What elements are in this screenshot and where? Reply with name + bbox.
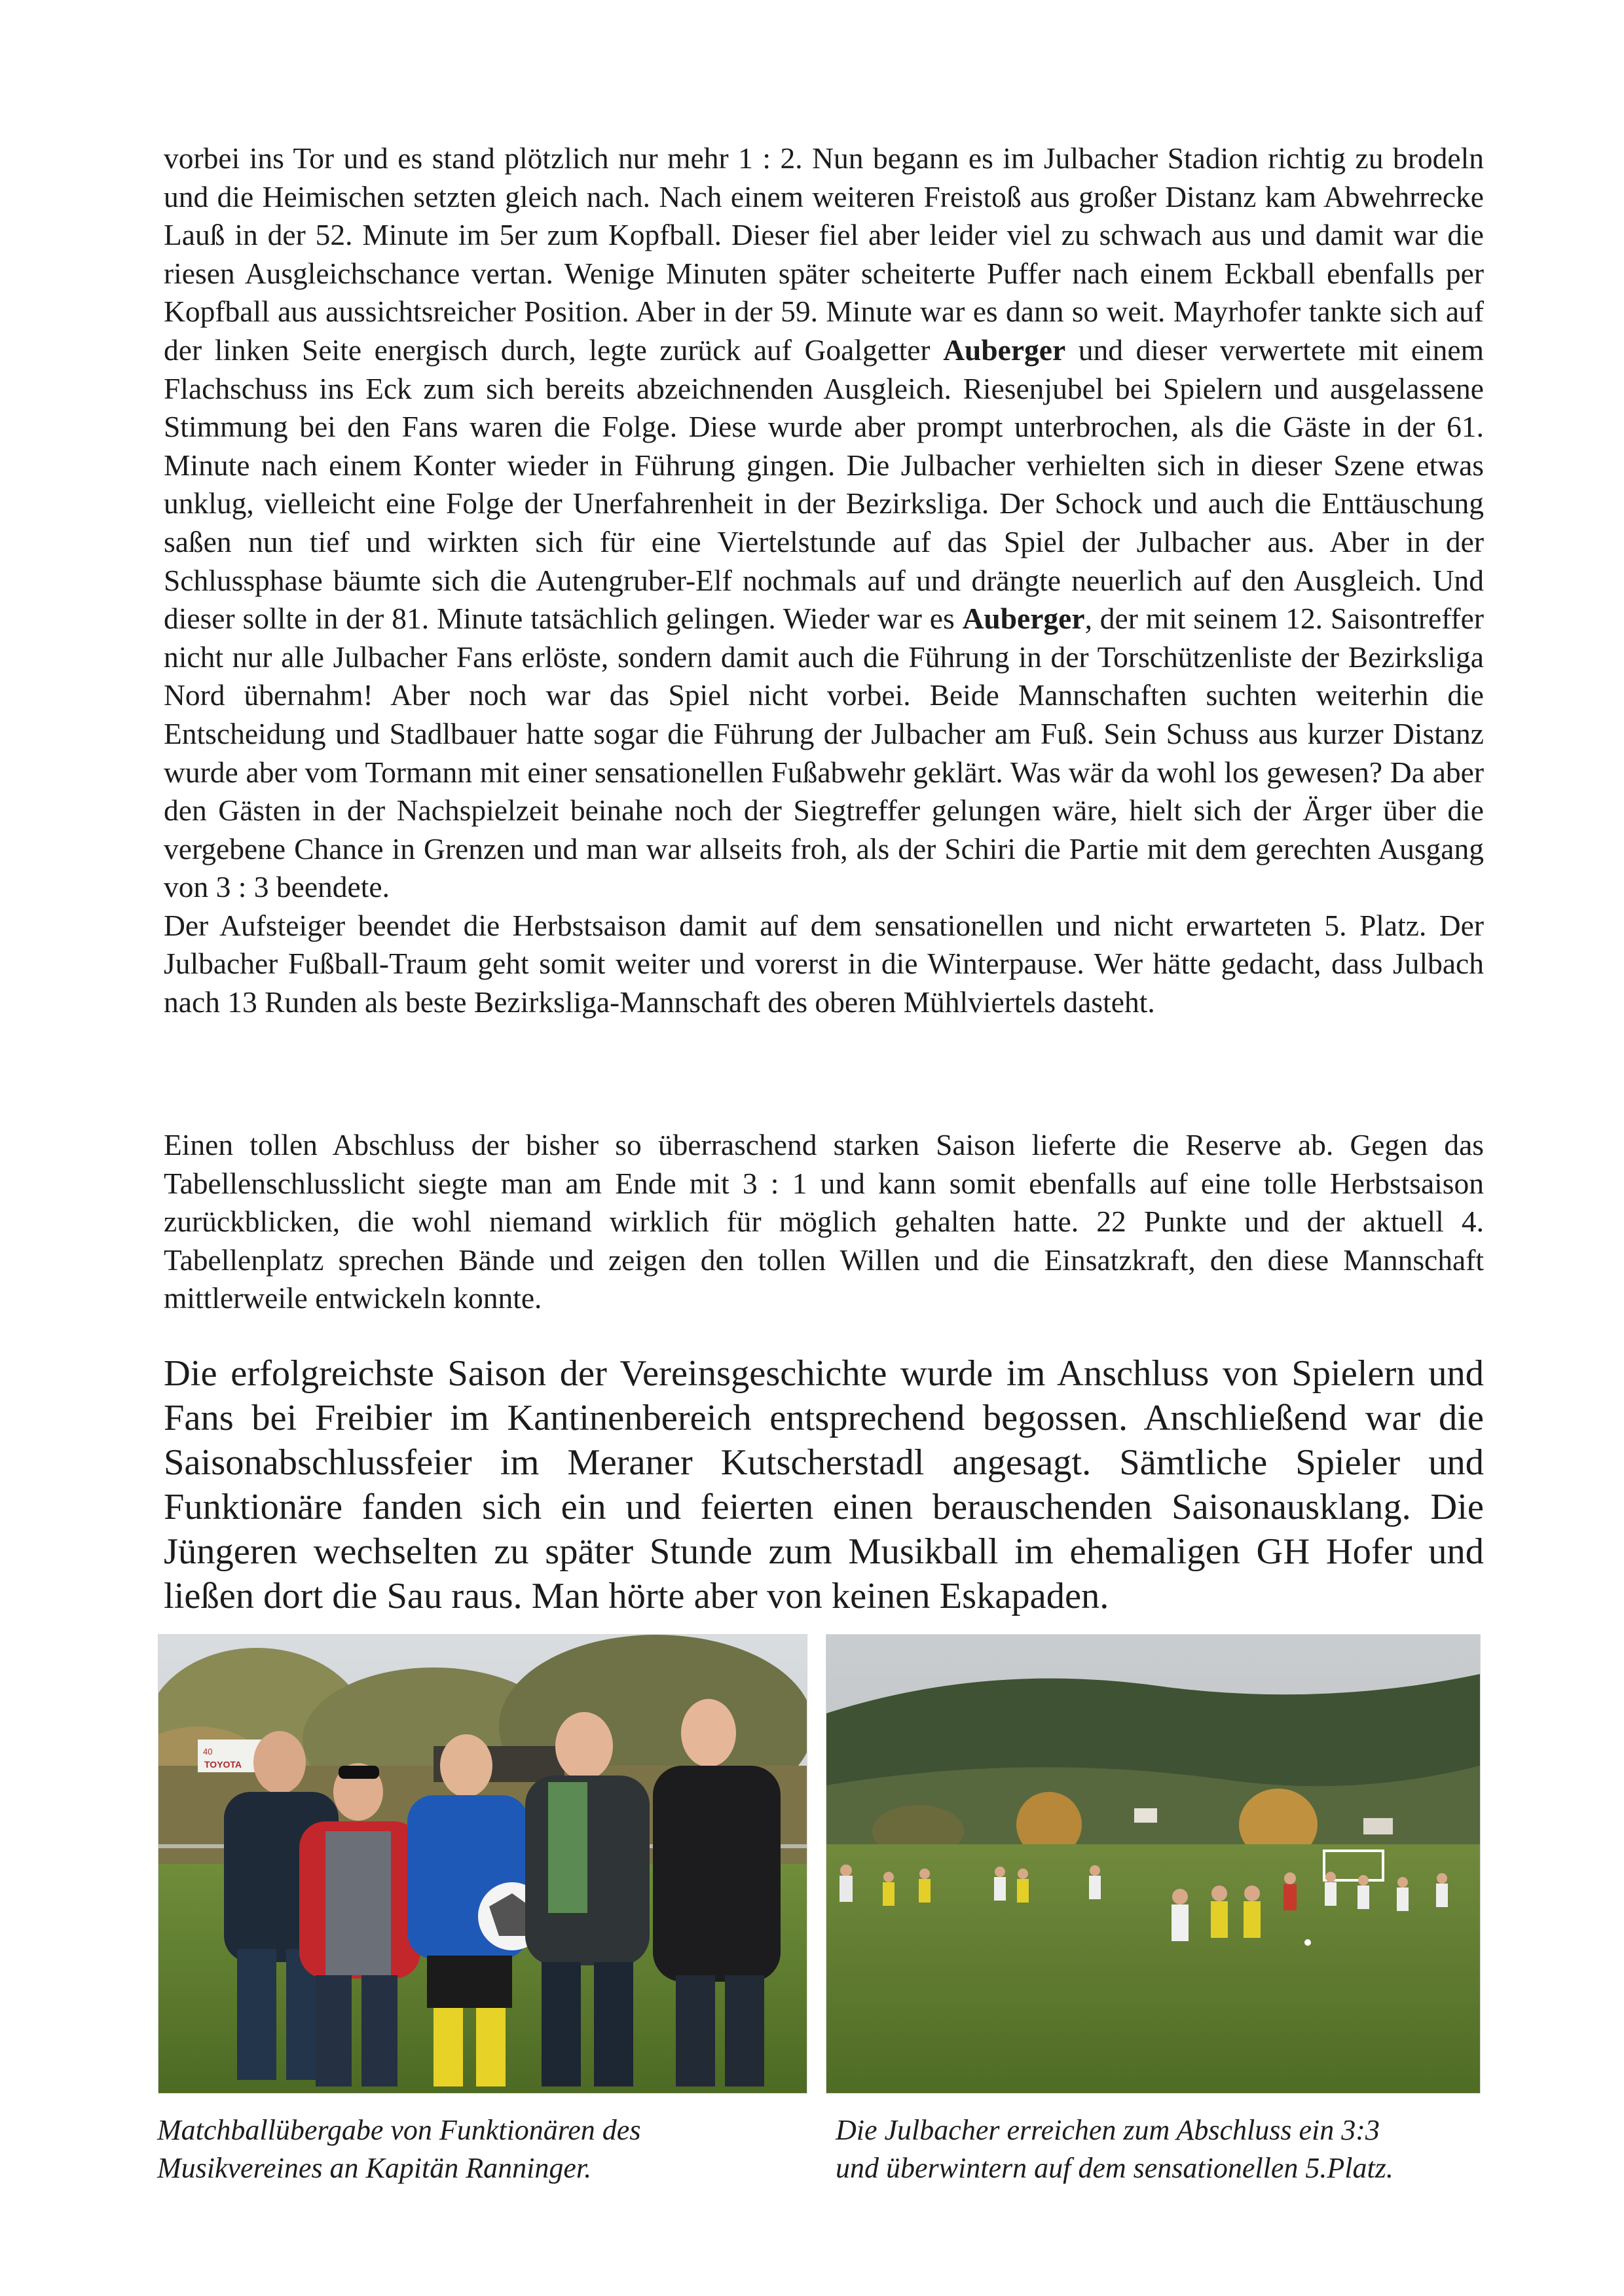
celebration-paragraph: Die erfolgreichste Saison der Vereinsgeschichte wurde im Anschluss von Spielern und Fans bei Freibier im Kantinenbereich entsprechend begossen. Anschließend war die Saisonabschlussfeier im Meraner Kutscherstadl angesagt. Sämtliche Spieler und Funktionäre fanden sich ein und feierten einen berauschenden Saisonausklang. Die Jüngeren wechselten zu später Stunde zum Musikball im ehemaligen GH Hofer und ließen dort die Sau raus. Man hörte aber von keinen Eskapaden. (164, 1353, 1484, 1616)
right-photo-caption (836, 2111, 1490, 2187)
svg-text:TOYOTA: TOYOTA (204, 1759, 242, 1770)
caption-line: Musikvereines an Kapitän Ranninger. (157, 2152, 592, 2184)
reserve-paragraph: Einen tollen Abschluss der bisher so überraschend starken Saison lieferte die Reserve ab. Gegen das Tabellenschlusslicht siegte man am Ende mit 3 : 1 und kann somit ebenfalls auf eine tolle Herbstsaison zurückblicken, die wohl niemand wirklich für möglich gehalten hatte. 22 Punkte und der aktuell 4. Tabellenplatz sprechen Bände und zeigen den tollen Willen und die Einsatzkraft, den diese Mannschaft mittlerweile entwickeln konnte. (164, 1128, 1484, 1315)
caption-line: Die Julbacher erreichen zum Abschluss ein 3:3 (836, 2114, 1380, 2146)
caption-line: und überwintern auf dem sensationellen 5.Platz. (836, 2152, 1393, 2184)
match-report-paragraph (164, 139, 1484, 907)
match-scene-image (826, 1635, 1480, 2093)
caption-line: Matchballübergabe von Funktionären des (157, 2114, 641, 2146)
svg-text:40: 40 (203, 1747, 213, 1757)
left-photo-caption (157, 2111, 799, 2187)
reserve-report-text (164, 1126, 1484, 1318)
player-name-bold: Auberger (962, 602, 1085, 636)
season-summary-paragraph: Der Aufsteiger beendet die Herbstsaison damit auf dem sensationellen und nicht erwarteten 5. Platz. Der Julbacher Fußball-Traum geht somit weiter und vorerst in die Winterpause. Wer hätte gedacht, dass Julbach nach 13 Runden als beste Bezirksliga-Mannschaft des oberen Mühlviertels dasteht. (164, 908, 1484, 1019)
matchball-handover-photo (158, 1635, 807, 2093)
report-text-part-2: und dieser verwertete mit einem Flachschuss ins Eck zum sich bereits abzeichnenden Ausgleich. Riesenjubel bei Spielern und ausgelassene Stimmung bei den Fans waren die Folge. Diese wurde aber prompt unterbrochen, als die Gäste in der 61. Minute nach einem Konter wieder in Führung gingen. Die Julbacher verhielten sich in dieser Szene etwas unklug, vielleicht eine Folge der Unerfahrenheit in der Bezirksliga. Der Schock und auch die Enttäuschung saßen nun tief und wirkten sich für eine Viertelstunde auf das Spiel der Julbacher aus. Aber in der Schlussphase bäumte sich die Autengruber-Elf nochmals auf und drängte neuerlich auf den Ausgleich. Und dieser sollte in der 81. Minute tatsächlich gelingen. Wieder war es (164, 333, 1484, 636)
celebration-text (164, 1351, 1484, 1618)
match-report-text (164, 139, 1484, 1022)
report-text-part-1: vorbei ins Tor und es stand plötzlich nur mehr 1 : 2. Nun begann es im Julbacher Stadion richtig zu brodeln und die Heimischen setzten gleich nach. Nach einem weiteren Freistoß aus großer Distanz kam Abwehrrecke Lauß in der 52. Minute im 5er zum Kopfball. Dieser fiel aber leider viel zu schwach aus und damit war die riesen Ausgleichschance vertan. Wenige Minuten später scheiterte Puffer nach einem Eckball ebenfalls per Kopfball aus aussichtsreicher Position. Aber in der 59. Minute war es dann so weit. Mayrhofer tankte sich auf der linken Seite energisch durch, legte zurück auf Goalgetter (164, 141, 1484, 367)
player-name-bold: Auberger (943, 333, 1066, 367)
matchball-handover-image (158, 1635, 807, 2093)
report-text-part-3: , der mit seinem 12. Saisontreffer nicht nur alle Julbacher Fans erlöste, sondern damit auch die Führung in der Torschützenliste der Bezirksliga Nord übernahm! Aber noch war das Spiel nicht vorbei. Beide Mannschaften suchten weiterhin die Entscheidung und Stadlbauer hatte sogar die Führung der Julbacher am Fuß. Sein Schuss aus kurzer Distanz wurde aber vom Tormann mit einer sensationellen Fußabwehr geklärt. Was wär da wohl los gewesen? Da aber den Gästen in der Nachspielzeit beinahe noch der Siegtreffer gelungen wäre, hielt sich der Ärger über die vergebene Chance in Grenzen und man war allseits froh, als der Schiri die Partie mit dem gerechten Ausgang von 3 : 3 beendete. (164, 602, 1484, 904)
match-scene-photo (826, 1635, 1480, 2093)
